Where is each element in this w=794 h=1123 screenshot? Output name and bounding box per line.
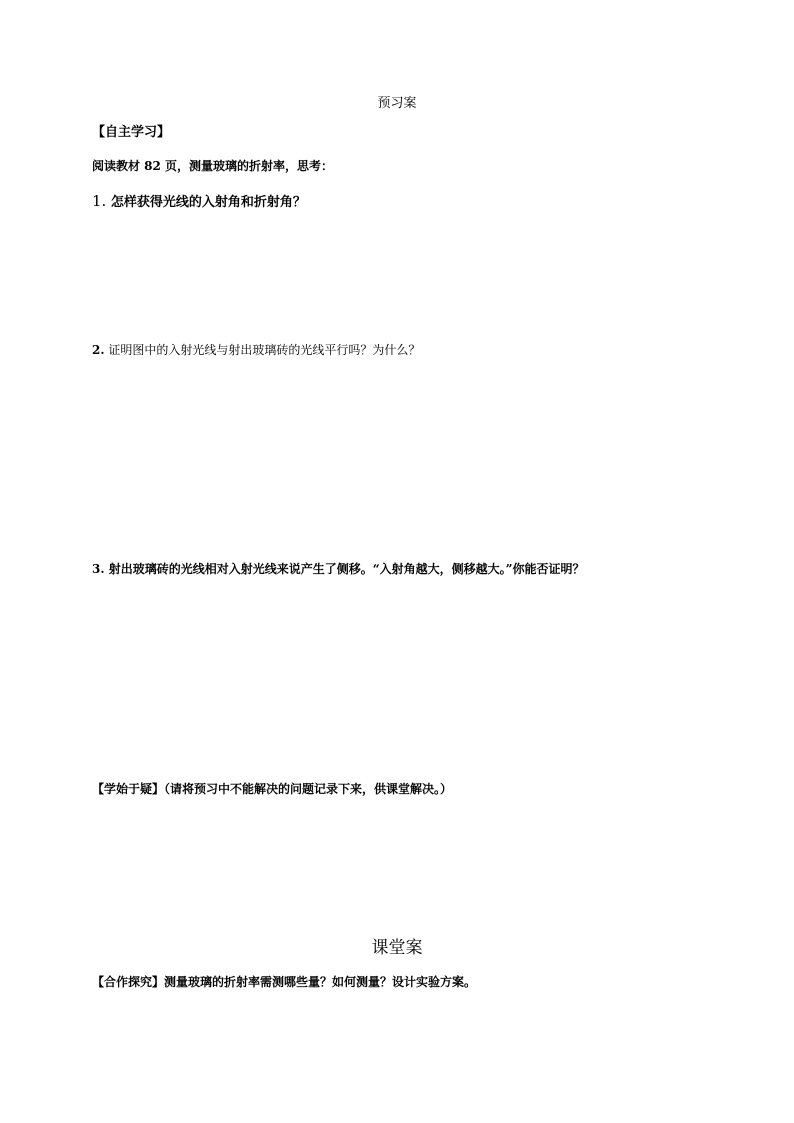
self-study-heading: 【自主学习】 xyxy=(92,125,171,140)
question-2-number: 2. xyxy=(92,343,105,357)
doubt-section xyxy=(92,783,452,795)
question-1 xyxy=(92,194,306,209)
question-3 xyxy=(92,563,585,575)
classroom-title: 课堂案 xyxy=(371,938,423,958)
question-2 xyxy=(92,344,420,356)
question-1-text: 怎样获得光线的入射角和折射角？ xyxy=(110,195,306,210)
question-3-text: 射出玻璃砖的光线相对入射光线来说产生了侧移。“入射角越大，侧移越大。”你能否证明？ xyxy=(108,562,585,576)
cooperative-text: 测量玻璃的折射率需测哪些量？如何测量？设计实验方案。 xyxy=(164,975,477,989)
cooperative-heading: 【合作探究】 xyxy=(92,975,165,989)
preview-title: 预习案 xyxy=(377,96,417,111)
question-1-number: 1. xyxy=(92,192,107,210)
reading-intro: 阅读教材 82 页，测量玻璃的折射率，思考： xyxy=(92,159,334,173)
question-3-number: 3. xyxy=(92,562,105,576)
question-2-text: 证明图中的入射光线与射出玻璃砖的光线平行吗？为什么？ xyxy=(108,343,421,357)
cooperative-inquiry xyxy=(92,976,476,988)
doubt-heading: 【学始于疑】 xyxy=(92,782,165,796)
doubt-text: （请将预习中不能解决的问题记录下来，供课堂解决。） xyxy=(164,782,453,796)
